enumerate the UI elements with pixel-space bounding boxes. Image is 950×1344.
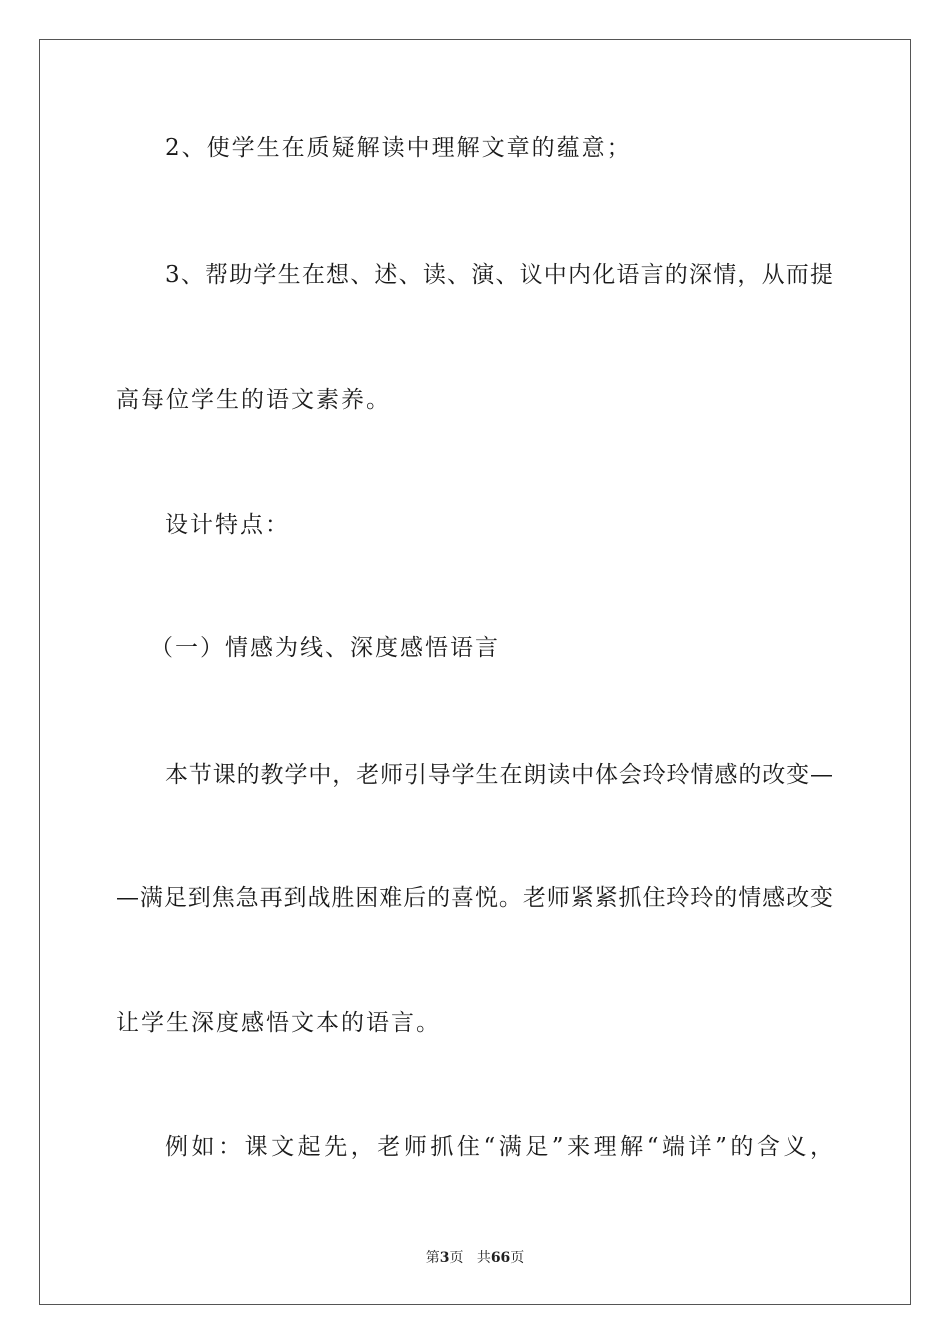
paragraph-line: 2、使学生在质疑解读中理解文章的蕴意； [165, 135, 632, 161]
footer-total-prefix: 共 [476, 1250, 491, 1266]
page-frame [39, 39, 911, 1305]
page-footer [0, 1247, 950, 1267]
section-heading: 设计特点： [165, 512, 290, 538]
paragraph-line: 让学生深度感悟文本的语言。 [116, 1010, 441, 1036]
footer-page-prefix: 第 [425, 1250, 440, 1266]
footer-page-number: 3 [439, 1250, 450, 1266]
paragraph-line: 本节课的教学中，老师引导学生在朗读中体会玲玲情感的改变— [165, 762, 833, 788]
subsection-heading: （一）情感为线、深度感悟语言 [150, 635, 500, 661]
footer-total-number: 66 [490, 1250, 511, 1266]
paragraph-line: 3、帮助学生在想、述、读、演、议中内化语言的深情，从而提 [165, 262, 833, 288]
footer-page-suffix: 页 [449, 1250, 464, 1266]
paragraph-line: 高每位学生的语文素养。 [116, 387, 391, 413]
paragraph-line: —满足到焦急再到战胜困难后的喜悦。老师紧紧抓住玲玲的情感改变 [116, 885, 833, 911]
paragraph-line: 例如：课文起先，老师抓住“满足”来理解“端详”的含义， [165, 1134, 833, 1160]
footer-total-suffix: 页 [510, 1250, 525, 1266]
